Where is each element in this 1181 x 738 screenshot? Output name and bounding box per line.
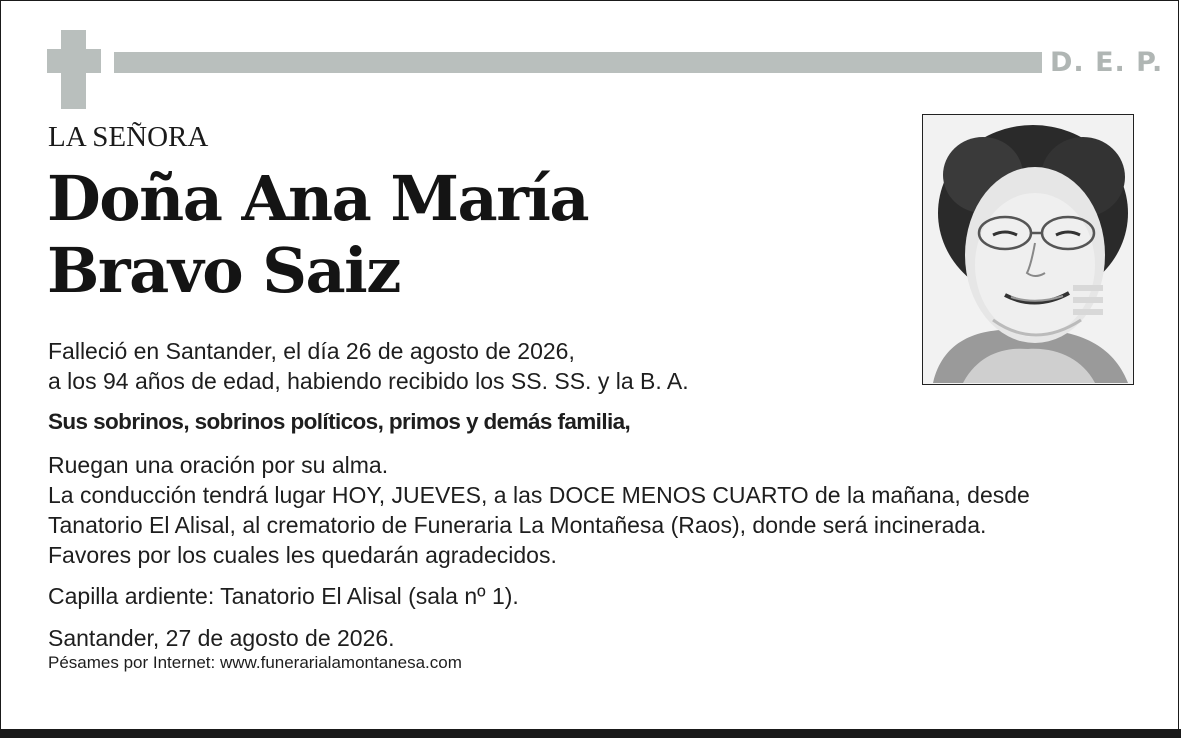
paragraph-line-2: La conducción tendrá lugar HOY, JUEVES, a las DOCE MENOS CUARTO de la mañana, desde [48,482,1030,508]
death-line-1: Falleció en Santander, el día 26 de agosto de 2026, [48,338,575,364]
death-line-2: a los 94 años de edad, habiendo recibido los SS. SS. y la B. A. [48,368,689,394]
header-rule [114,52,1042,73]
deceased-name [47,163,588,307]
honorific: LA SEÑORA [48,121,209,153]
paragraph-line-1: Ruegan una oración por su alma. [48,452,389,478]
place-date: Santander, 27 de agosto de 2026. [48,625,395,651]
name-line-2: Bravo Saiz [47,234,400,307]
bottom-border [0,729,1181,738]
family-line: Sus sobrinos, sobrinos políticos, primos y demás familia, [48,409,631,434]
paragraph-line-3: Tanatorio El Alisal, al crematorio de Funeraria La Montañesa (Raos), donde será incinerada. [48,512,987,538]
dep-label: D. E. P. [1050,47,1164,78]
cross-icon [47,30,101,109]
portrait-photo [922,114,1134,385]
condolences-link[interactable]: Pésames por Internet: www.funerarialamontanesa.com [48,653,462,672]
paragraph-line-4: Favores por los cuales les quedarán agradecidos. [48,542,557,568]
chapel-line: Capilla ardiente: Tanatorio El Alisal (sala nº 1). [48,583,519,609]
name-line-1: Doña Ana María [47,162,589,235]
